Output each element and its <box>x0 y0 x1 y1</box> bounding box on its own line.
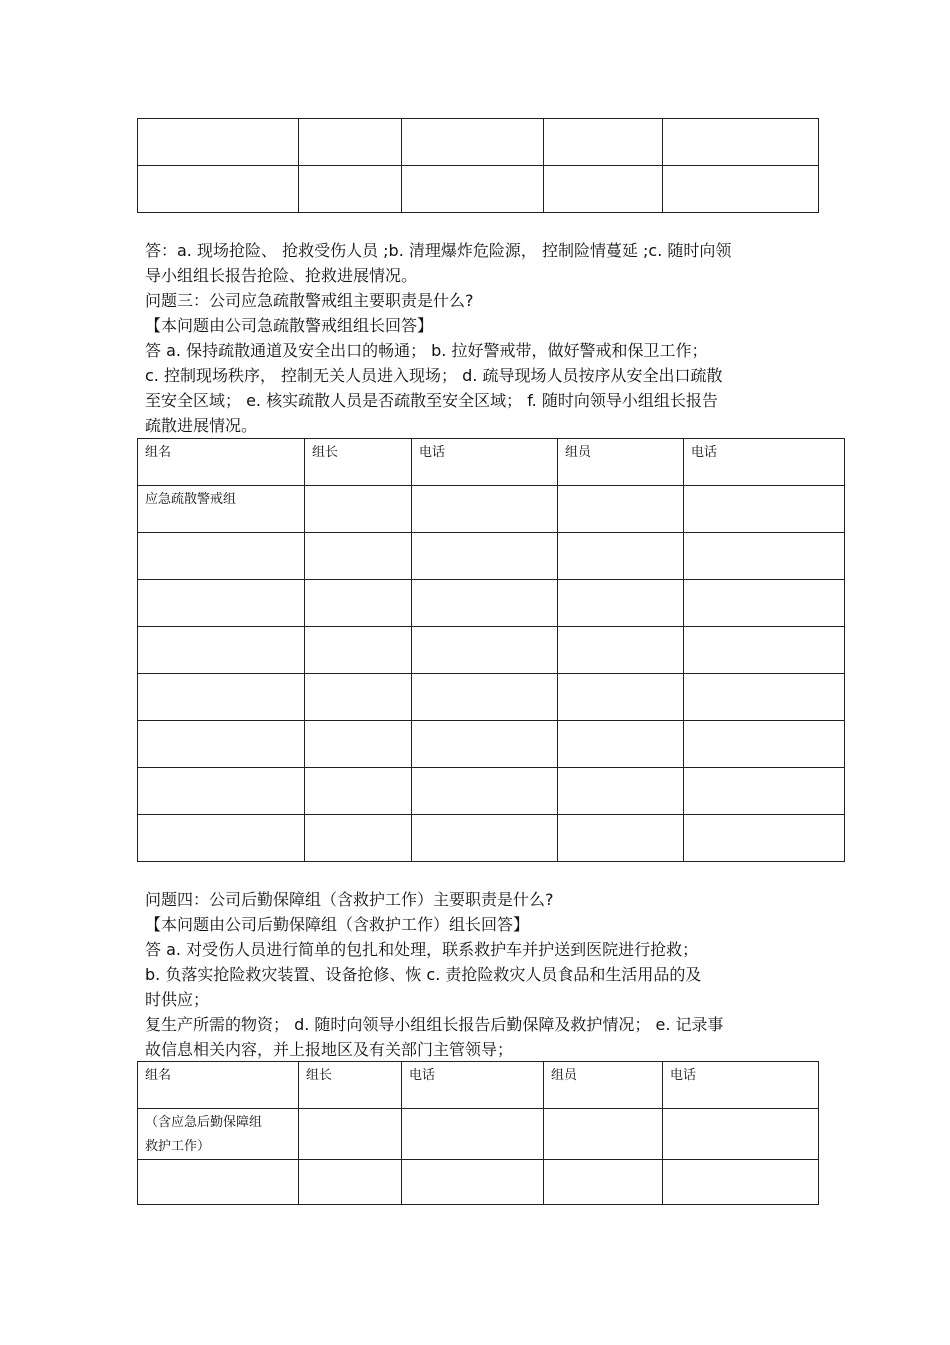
text-line: 答 a. 对受伤人员进行简单的包扎和处理，联系救护车并护送到医院进行抢救； <box>145 940 699 959</box>
table-cell <box>663 1109 819 1160</box>
table-cell <box>402 119 544 166</box>
table-header-cell: 电话 <box>412 439 558 486</box>
table-row <box>138 627 845 674</box>
table-row <box>138 580 845 627</box>
table-cell <box>138 721 305 768</box>
table-cell <box>684 486 845 533</box>
table-cell <box>138 674 305 721</box>
text-line: 时供应； <box>145 990 210 1009</box>
text-line: 导小组组长报告抢险、抢救进展情况。 <box>145 266 418 285</box>
table-cell <box>558 486 684 533</box>
table-cell <box>412 768 558 815</box>
table-cell <box>138 768 305 815</box>
table-cell <box>663 1160 819 1205</box>
table-cell <box>684 627 845 674</box>
question-heading: 问题三：公司应急疏散警戒组主要职责是什么? <box>145 291 474 310</box>
table-row <box>138 166 819 213</box>
question-three-section <box>145 288 815 438</box>
text-line: 故信息相关内容，并上报地区及有关部门主管领导； <box>145 1040 514 1059</box>
table-cell <box>684 768 845 815</box>
table-cell <box>684 533 845 580</box>
table-header-row <box>138 439 845 486</box>
table-cell <box>663 119 819 166</box>
table-cell: 应急疏散警戒组 <box>138 486 305 533</box>
table-row <box>138 815 845 862</box>
table-cell <box>299 166 402 213</box>
table-cell <box>305 768 412 815</box>
text-line: 至安全区域； e. 核实疏散人员是否疏散至安全区域； f. 随时向领导小组组长报告 <box>145 391 718 410</box>
table-row <box>138 768 845 815</box>
table-cell <box>299 119 402 166</box>
table-row <box>138 533 845 580</box>
text-line: 疏散进展情况。 <box>145 416 258 435</box>
answer-section <box>145 238 815 288</box>
table-cell <box>138 627 305 674</box>
table-row <box>138 1160 819 1205</box>
table-cell <box>402 1109 544 1160</box>
table-row <box>138 486 845 533</box>
table-header-cell: 组名 <box>138 1062 299 1109</box>
text-line: 答：a. 现场抢险、 抢救受伤人员 ;b. 清理爆炸危险源， 控制险情蔓延 ;c. 随时向领 <box>145 241 732 260</box>
table-header-row <box>138 1062 819 1109</box>
table-cell <box>138 166 299 213</box>
text-line: 答 a. 保持疏散通道及安全出口的畅通； b. 拉好警戒带，做好警戒和保卫工作； <box>145 341 708 360</box>
table-logistics-group <box>137 1061 819 1205</box>
respondent-note: 【本问题由公司急疏散警戒组组长回答】 <box>145 316 434 335</box>
table-cell <box>412 486 558 533</box>
respondent-note: 【本问题由公司后勤保障组（含救护工作）组长回答】 <box>145 915 530 934</box>
table-top <box>137 118 819 213</box>
table-cell <box>138 815 305 862</box>
table-cell <box>402 166 544 213</box>
table-cell <box>412 674 558 721</box>
table-cell <box>305 486 412 533</box>
text-line: c. 控制现场秩序， 控制无关人员进入现场； d. 疏导现场人员按序从安全出口疏散 <box>145 366 723 385</box>
text-line: 复生产所需的物资； d. 随时向领导小组组长报告后勤保障及救护情况； e. 记录事 <box>145 1015 724 1034</box>
table-cell <box>299 1160 402 1205</box>
table-cell <box>684 580 845 627</box>
table-cell <box>402 1160 544 1205</box>
question-heading: 问题四：公司后勤保障组（含救护工作）主要职责是什么? <box>145 890 554 909</box>
table-cell <box>138 1160 299 1205</box>
table-cell <box>305 674 412 721</box>
table-cell <box>305 627 412 674</box>
table-row <box>138 721 845 768</box>
table-cell <box>663 166 819 213</box>
table-evacuation-group <box>137 438 845 862</box>
table-cell <box>412 580 558 627</box>
table-cell <box>558 627 684 674</box>
table-cell <box>305 721 412 768</box>
table-cell <box>558 721 684 768</box>
table-header-cell: 组员 <box>544 1062 663 1109</box>
table-cell <box>412 721 558 768</box>
table-row <box>138 674 845 721</box>
table-cell <box>544 119 663 166</box>
table-row <box>138 119 819 166</box>
table-cell <box>558 533 684 580</box>
table-cell <box>305 580 412 627</box>
table-cell <box>558 815 684 862</box>
table-cell: （含应急后勤保障组 救护工作） <box>138 1109 299 1160</box>
table-cell <box>138 533 305 580</box>
table-cell <box>305 815 412 862</box>
table-cell <box>299 1109 402 1160</box>
table-header-cell: 组名 <box>138 439 305 486</box>
table-cell <box>138 119 299 166</box>
table-cell <box>684 721 845 768</box>
table-cell <box>412 815 558 862</box>
table-header-cell: 电话 <box>402 1062 544 1109</box>
table-cell <box>684 674 845 721</box>
table-cell <box>544 166 663 213</box>
table-header-cell: 电话 <box>663 1062 819 1109</box>
table-cell <box>544 1109 663 1160</box>
table-header-cell: 组长 <box>299 1062 402 1109</box>
table-row <box>138 1109 819 1160</box>
table-cell <box>412 627 558 674</box>
text-line: b. 负落实抢险救灾装置、设备抢修、恢 c. 责抢险救灾人员食品和生活用品的及 <box>145 965 702 984</box>
table-cell <box>412 533 558 580</box>
table-cell <box>305 533 412 580</box>
table-header-cell: 组长 <box>305 439 412 486</box>
table-cell <box>684 815 845 862</box>
table-header-cell: 电话 <box>684 439 845 486</box>
table-cell <box>544 1160 663 1205</box>
question-four-section <box>145 887 815 1062</box>
table-cell <box>138 580 305 627</box>
table-cell <box>558 674 684 721</box>
table-header-cell: 组员 <box>558 439 684 486</box>
table-cell <box>558 768 684 815</box>
table-cell <box>558 580 684 627</box>
